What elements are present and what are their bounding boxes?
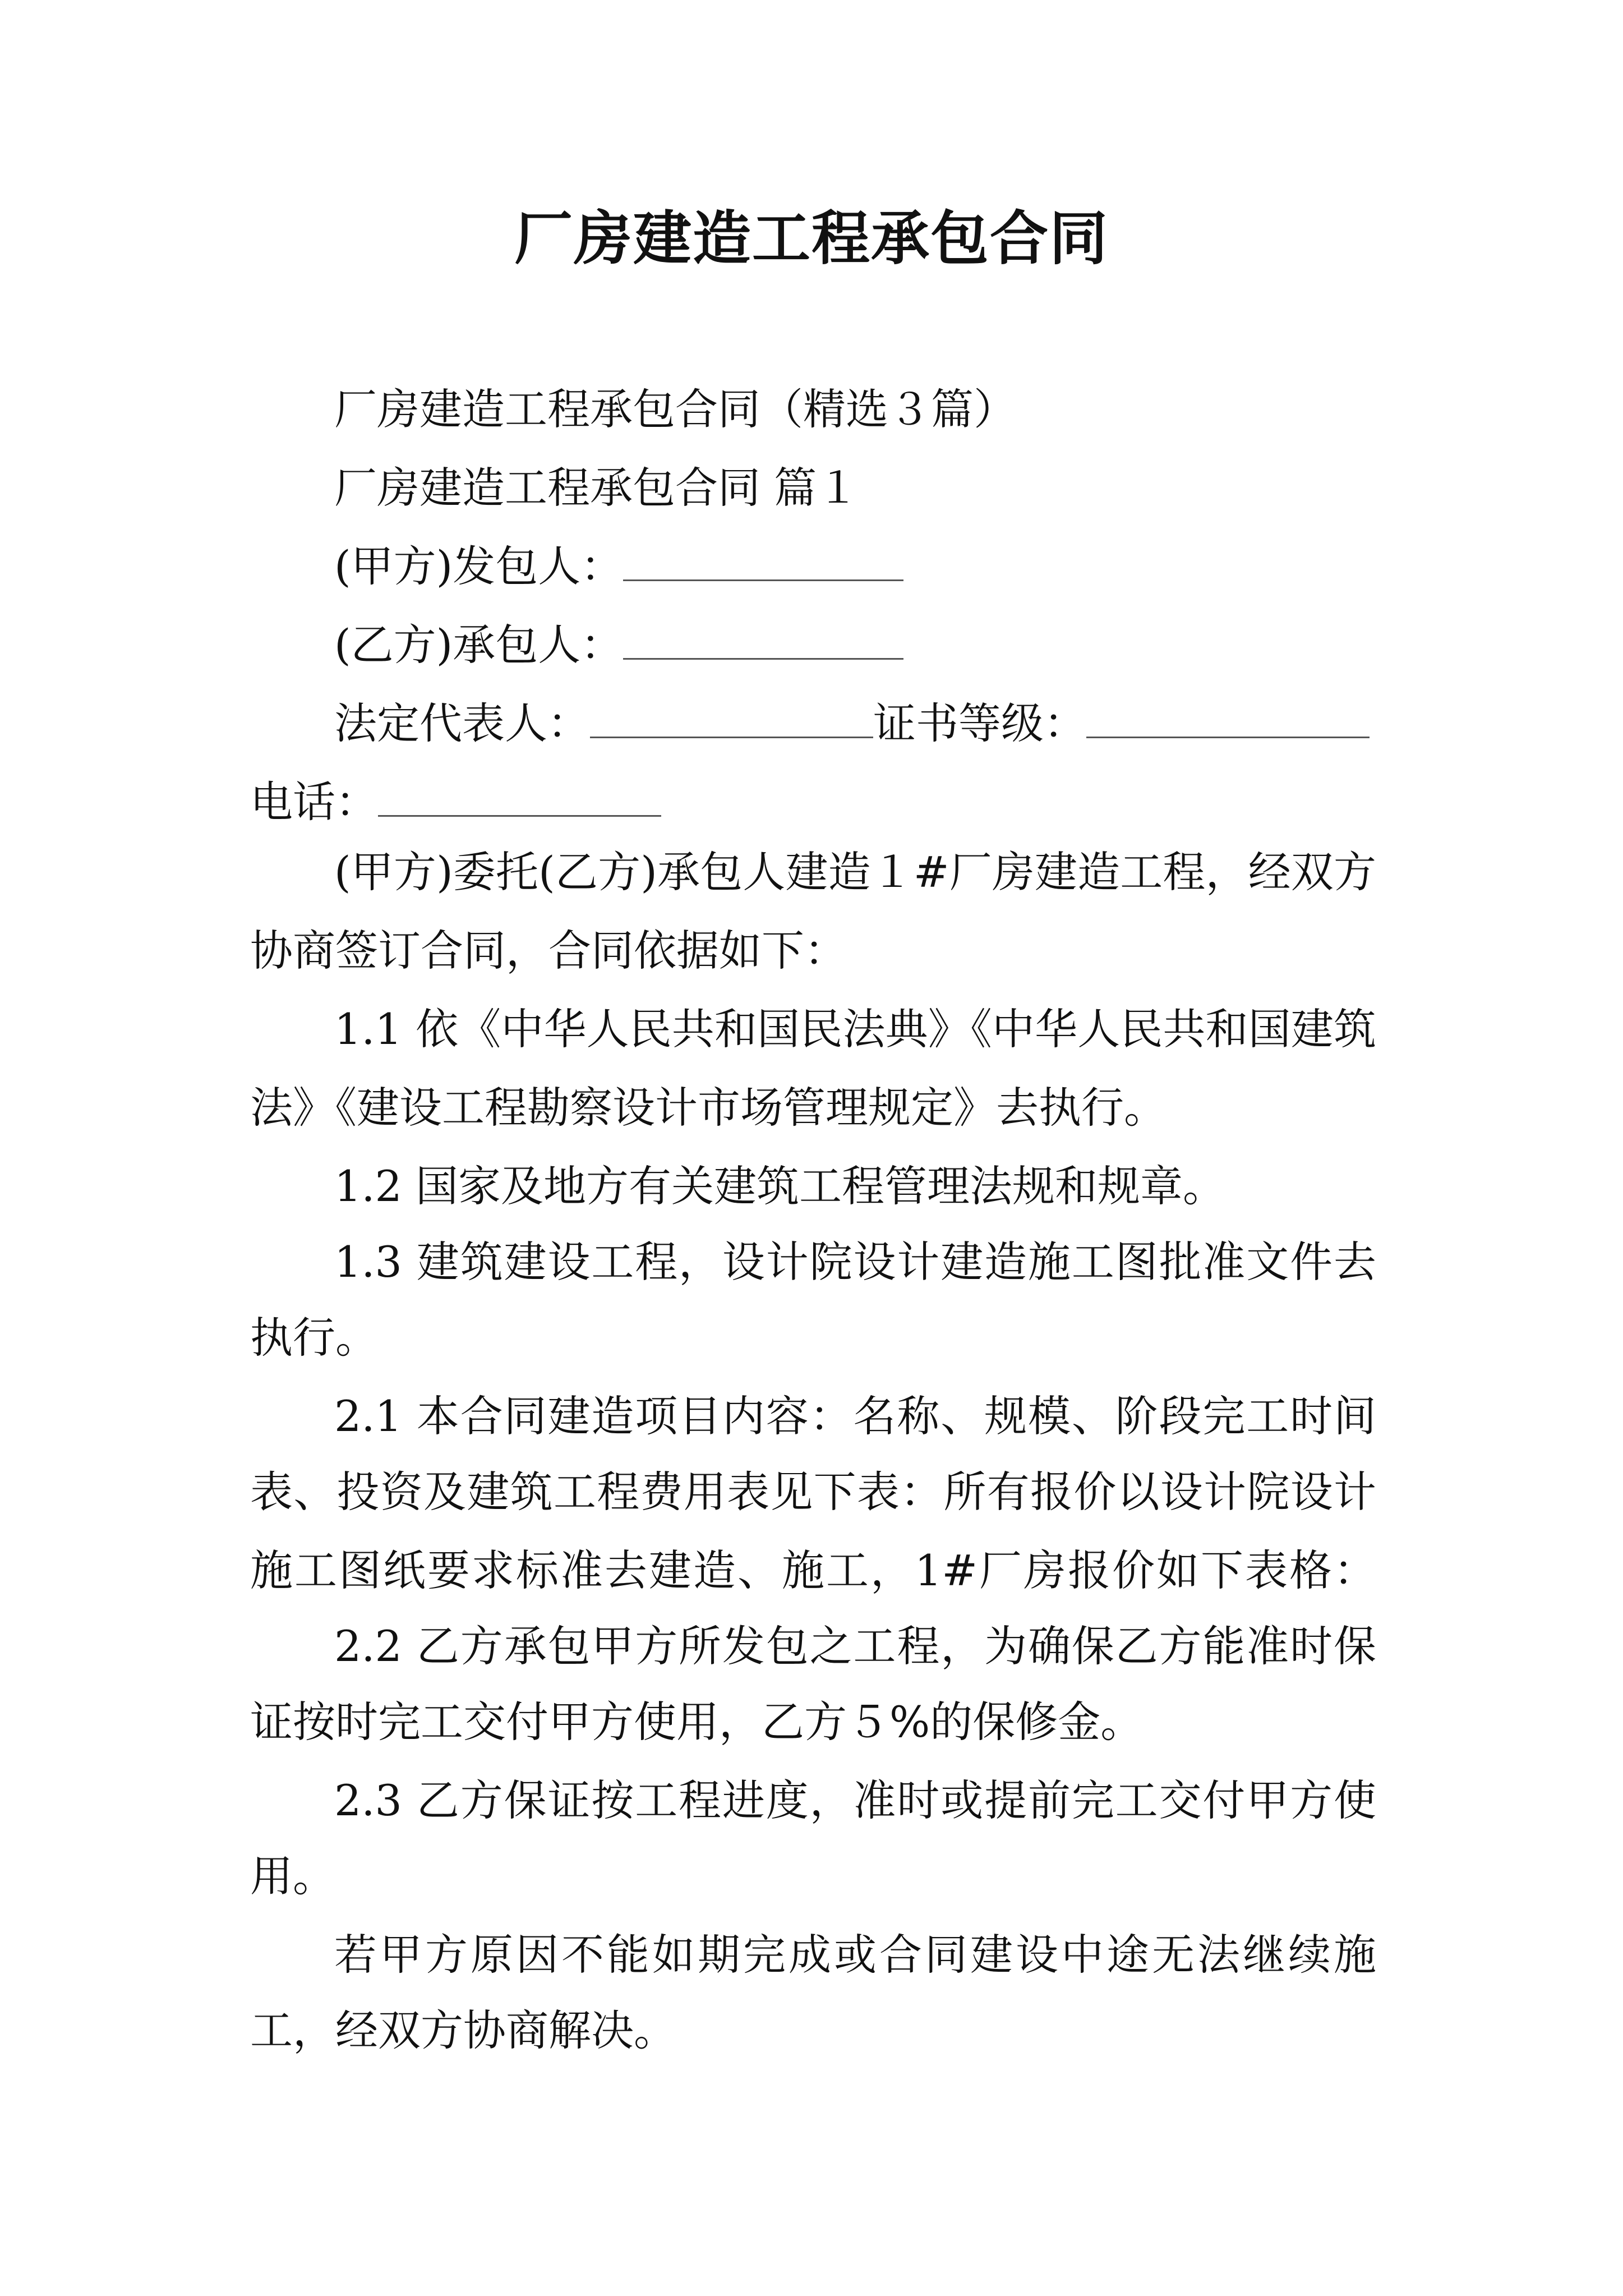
cert-level-label: 证书等级： bbox=[873, 698, 1086, 748]
party-b-label: (乙方)承包人： bbox=[334, 620, 624, 670]
section-heading: 厂房建造工程承包合同 篇１ bbox=[334, 463, 860, 513]
paragraph-line: 工，经双方协商解决。 bbox=[250, 2005, 676, 2055]
legal-rep-row bbox=[334, 696, 1370, 752]
paragraph-line: (甲方)委托(乙方)承包人建造１#厂房建造工程，经双方 bbox=[334, 847, 1376, 897]
party-a-blank[interactable] bbox=[623, 540, 903, 581]
party-b-row bbox=[334, 617, 903, 673]
phone-label: 电话： bbox=[250, 777, 378, 827]
paragraph-line: 执行。 bbox=[250, 1313, 378, 1363]
document-subtitle: 厂房建造工程承包合同（精选３篇） bbox=[334, 384, 1016, 434]
paragraph-line: 1.1 依《中华人民共和国民法典》《中华人民共和国建筑 bbox=[334, 1004, 1376, 1054]
party-a-label: (甲方)发包人： bbox=[334, 541, 624, 591]
paragraph-line: 协商签订合同，合同依据如下： bbox=[250, 926, 847, 976]
paragraph-line: 法》《建设工程勘察设计市场管理规定》去执行。 bbox=[250, 1083, 1166, 1133]
paragraph-line: 表、投资及建筑工程费用表见下表：所有报价以设计院设计 bbox=[250, 1467, 1376, 1517]
party-b-blank[interactable] bbox=[623, 619, 903, 660]
document-title: 厂房建造工程承包合同 bbox=[514, 204, 1109, 273]
paragraph-line: 2.1 本合同建造项目内容：名称、规模、阶段完工时间 bbox=[334, 1391, 1376, 1441]
paragraph-line: 证按时完工交付甲方使用，乙方５%的保修金。 bbox=[250, 1697, 1144, 1747]
paragraph-line: 若甲方原因不能如期完成或合同建设中途无法继续施 bbox=[334, 1930, 1376, 1980]
paragraph-line: 2.2 乙方承包甲方所发包之工程，为确保乙方能准时保 bbox=[334, 1621, 1376, 1671]
paragraph-line: 施工图纸要求标准去建造、施工，1#厂房报价如下表格： bbox=[250, 1545, 1376, 1595]
paragraph-line: 2.3 乙方保证按工程进度，准时或提前完工交付甲方使 bbox=[334, 1775, 1376, 1825]
legal-rep-blank[interactable] bbox=[590, 697, 873, 738]
paragraph-line: 1.2 国家及地方有关建筑工程管理法规和规章。 bbox=[334, 1161, 1226, 1211]
phone-row bbox=[250, 774, 661, 830]
paragraph-line: 1.3 建筑建设工程，设计院设计建造施工图批准文件去 bbox=[334, 1237, 1376, 1287]
legal-rep-label: 法定代表人： bbox=[334, 698, 590, 748]
party-a-row bbox=[334, 539, 903, 595]
cert-level-blank[interactable] bbox=[1086, 697, 1370, 738]
paragraph-line: 用。 bbox=[250, 1851, 335, 1901]
phone-blank[interactable] bbox=[378, 776, 661, 817]
